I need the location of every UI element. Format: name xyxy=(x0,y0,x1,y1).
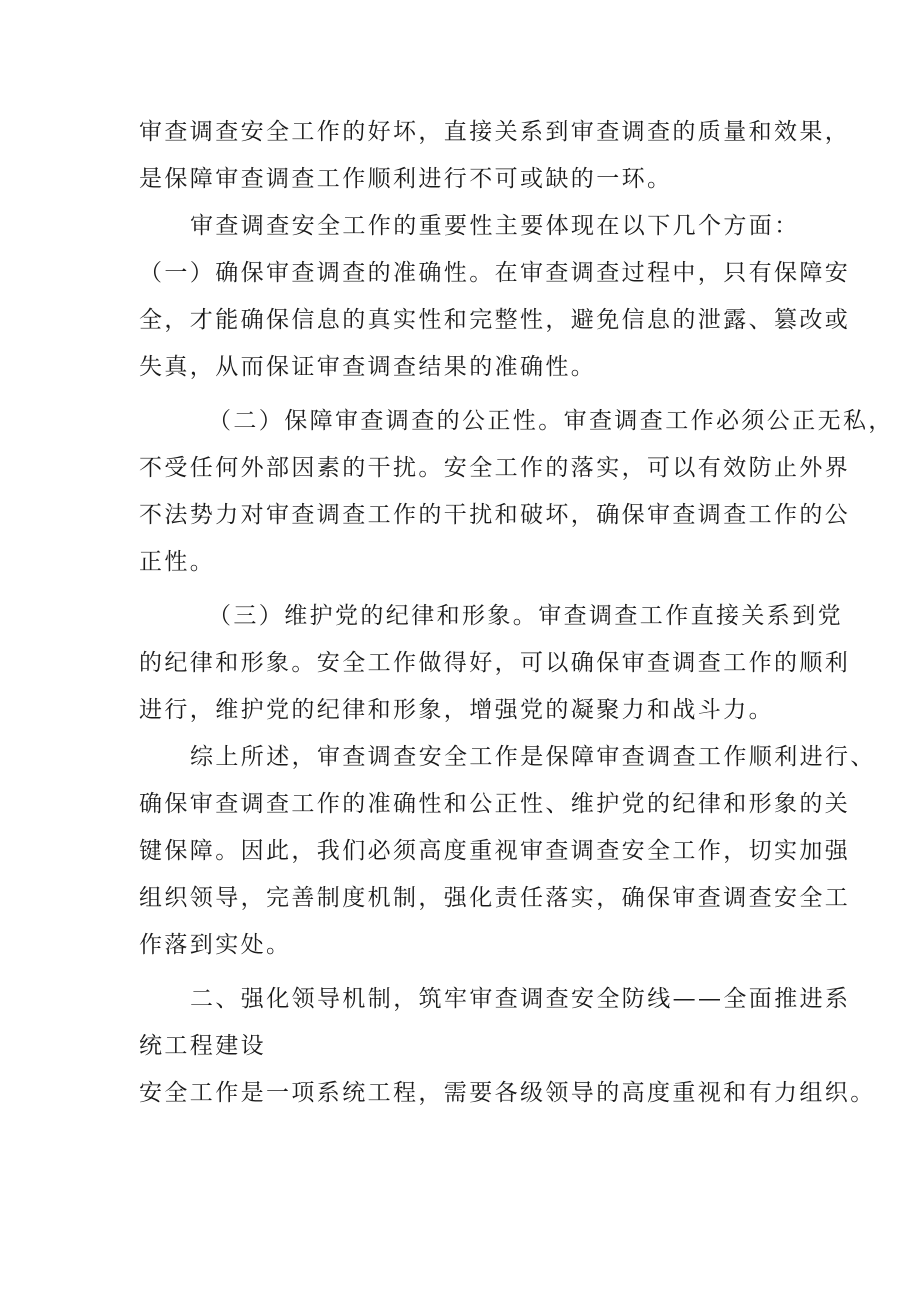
paragraph-line: 正性。 xyxy=(139,549,216,575)
paragraph-line: 安全工作是一项系统工程，需要各级领导的高度重视和有力组织。 xyxy=(139,1080,876,1106)
paragraph-line: （三）维护党的纪律和形象。审查调查工作直接关系到党 xyxy=(208,603,843,629)
paragraph-line: 是保障审查调查工作顺利进行不可或缺的一环。 xyxy=(139,166,673,192)
paragraph-line: 键保障。因此，我们必须高度重视审查调查安全工作，切实加强 xyxy=(139,838,851,864)
paragraph-line: 不法势力对审查调查工作的干扰和破坏，确保审查调查工作的公 xyxy=(139,502,851,528)
section-heading-line: 二、强化领导机制，筑牢审查调查安全防线——全面推进系 xyxy=(190,986,851,1012)
paragraph-line: （一）确保审查调查的准确性。在审查调查过程中，只有保障安 xyxy=(139,260,851,286)
paragraph-line: 不受任何外部因素的干扰。安全工作的落实，可以有效防止外界 xyxy=(139,455,851,481)
paragraph-line: 全，才能确保信息的真实性和完整性，避免信息的泄露、篡改或 xyxy=(139,307,851,333)
paragraph-line: 作落到实处。 xyxy=(139,932,292,958)
paragraph-line: 失真，从而保证审查调查结果的准确性。 xyxy=(139,354,597,380)
paragraph-line: 审查调查安全工作的好坏，直接关系到审查调查的质量和效果， xyxy=(139,119,851,145)
paragraph-line: （二）保障审查调查的公正性。审查调查工作必须公正无私， xyxy=(208,408,894,434)
paragraph-line: 综上所述，审查调查安全工作是保障审查调查工作顺利进行、 xyxy=(190,744,876,770)
paragraph-line: 确保审查调查工作的准确性和公正性、维护党的纪律和形象的关 xyxy=(139,791,851,817)
section-heading-line: 统工程建设 xyxy=(139,1033,266,1059)
paragraph-line: 的纪律和形象。安全工作做得好，可以确保审查调查工作的顺利 xyxy=(139,650,851,676)
paragraph-line: 组织领导，完善制度机制，强化责任落实，确保审查调查安全工 xyxy=(139,885,851,911)
paragraph-line: 进行，维护党的纪律和形象，增强党的凝聚力和战斗力。 xyxy=(139,697,774,723)
paragraph-line: 审查调查安全工作的重要性主要体现在以下几个方面： xyxy=(190,213,800,239)
